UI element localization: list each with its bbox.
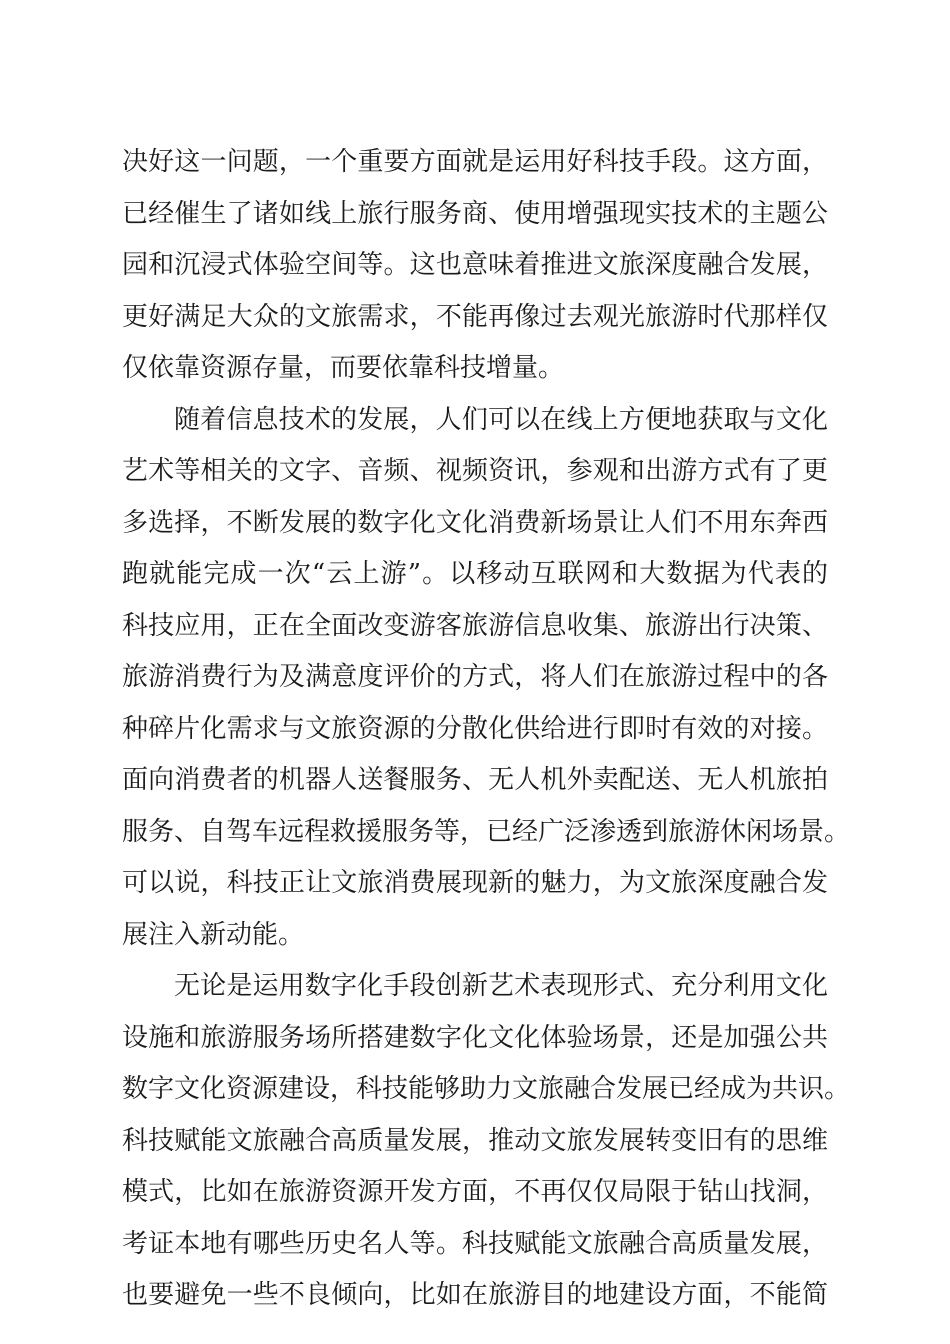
paragraph-1-line-1: 决好这一问题，一个重要方面就是运用好科技手段。这方面， [122, 147, 828, 177]
paragraph-2-line-5: 科技应用，正在全面改变游客旅游信息收集、旅游出行决策、 [122, 610, 828, 641]
paragraph-2-line-8: 面向消费者的机器人送餐服务、无人机外卖配送、无人机旅拍 [122, 765, 828, 795]
paragraph-2-line-10: 可以说，科技正让文旅消费展现新的魅力，为文旅深度融合发 [122, 868, 828, 898]
paragraph-2-line-9: 服务、自驾车远程救援服务等，已经广泛渗透到旅游休闲场景。 [122, 816, 851, 847]
paragraph-3-line-3: 数字文化资源建设，科技能够助力文旅融合发展已经成为共识。 [122, 1074, 851, 1104]
paragraph-2-line-2: 艺术等相关的文字、音频、视频资讯，参观和出游方式有了更 [122, 456, 828, 486]
paragraph-2-line-4: 跑就能完成一次“云上游”。以移动互联网和大数据为代表的 [122, 559, 828, 589]
paragraph-1-line-2: 已经催生了诸如线上旅行服务商、使用增强现实技术的主题公 [122, 198, 828, 229]
paragraph-3-line-5: 模式，比如在旅游资源开发方面，不再仅仅局限于钻山找洞， [122, 1177, 828, 1207]
paragraph-2-line-11: 展注入新动能。 [122, 919, 305, 950]
paragraph-3-line-1: 无论是运用数字化手段创新艺术表现形式、充分利用文化 [174, 971, 828, 1001]
paragraph-2-line-3: 多选择，不断发展的数字化文化消费新场景让人们不用东奔西 [122, 507, 828, 538]
paragraph-2-line-7: 种碎片化需求与文旅资源的分散化供给进行即时有效的对接。 [122, 713, 828, 744]
paragraph-2-line-1: 随着信息技术的发展，人们可以在线上方便地获取与文化 [174, 404, 828, 435]
paragraph-3-line-7: 也要避免一些不良倾向，比如在旅游目的地建设方面，不能简 [122, 1280, 828, 1310]
paragraph-1-line-5: 仅依靠资源存量，而要依靠科技增量。 [122, 353, 565, 383]
document-body [122, 137, 851, 1322]
paragraph-3-line-4: 科技赋能文旅融合高质量发展，推动文旅发展转变旧有的思维 [122, 1125, 828, 1156]
paragraph-3-line-2: 设施和旅游服务场所搭建数字化文化体验场景，还是加强公共 [122, 1022, 828, 1053]
paragraph-1-line-3: 园和沉浸式体验空间等。这也意味着推进文旅深度融合发展， [122, 250, 828, 280]
paragraph-2-line-6: 旅游消费行为及满意度评价的方式，将人们在旅游过程中的各 [122, 662, 828, 692]
paragraph-1-line-4: 更好满足大众的文旅需求，不能再像过去观光旅游时代那样仅 [122, 301, 828, 332]
paragraph-3-line-6: 考证本地有哪些历史名人等。科技赋能文旅融合高质量发展， [122, 1228, 828, 1259]
